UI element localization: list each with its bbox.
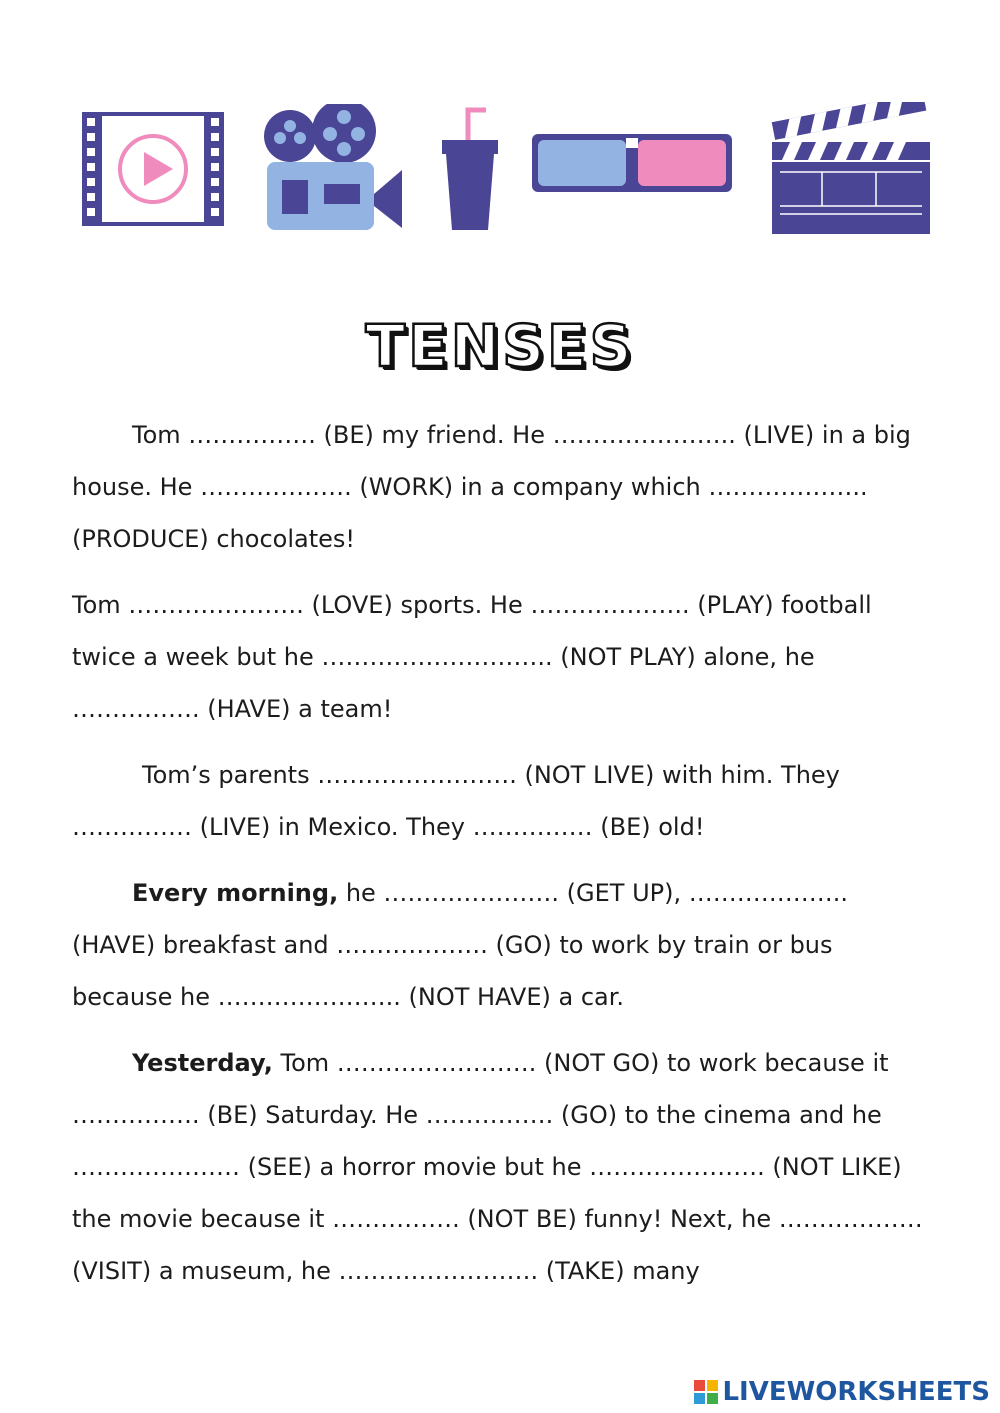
paragraph-4 xyxy=(72,867,932,1023)
cinema-icons-strip xyxy=(0,100,1000,240)
page-title: TENSES xyxy=(365,312,635,380)
paragraph-4-text: he …………………. (GET UP), ……………….. (HAVE) breakfast and ………………. (GO) to work by train or bus because he ………………….. (NOT HAVE) a car. xyxy=(72,879,849,1011)
paragraph-5-lead: Yesterday, xyxy=(132,1049,273,1077)
liveworksheets-mark-icon xyxy=(694,1380,718,1404)
paragraph-1 xyxy=(72,409,932,565)
film-play-icon xyxy=(82,112,224,226)
paragraph-1-text: Tom ……………. (BE) my friend. He ………………….. (LIVE) in a big house. He ………………. (WORK) in a company which ……………….. (PRODUCE) chocolates! xyxy=(72,421,911,553)
liveworksheets-logo xyxy=(694,1377,990,1407)
paragraph-3 xyxy=(72,749,932,853)
paragraph-2 xyxy=(72,579,932,735)
3d-glasses-icon xyxy=(532,134,732,200)
logo-text: LIVEWORKSHEETS xyxy=(722,1377,990,1407)
movie-camera-icon xyxy=(262,104,406,234)
paragraph-2-text: Tom …………………. (LOVE) sports. He ……………….. (PLAY) football twice a week but he ……………………….. (NOT PLAY) alone, he ……………. (HAVE) a team! xyxy=(72,591,872,723)
paragraph-4-lead: Every morning, xyxy=(132,879,339,907)
worksheet-text xyxy=(72,409,932,1311)
paragraph-3-text: Tom’s parents ……………………. (NOT LIVE) with him. They …………… (LIVE) in Mexico. They …………… (BE) old! xyxy=(72,761,840,841)
paragraph-5 xyxy=(72,1037,932,1297)
paragraph-5-text: Tom ……………………. (NOT GO) to work because it ……………. (BE) Saturday. He ……………. (GO) to the cinema and he ………………… (SEE) a horror movie but he …………………. (NOT LIKE) the movie because it ……………. (NOT BE) funny! Next, he ……………… (VISIT) a museum, he ……………………. (TAKE) many xyxy=(72,1049,923,1285)
soda-cup-icon xyxy=(440,104,500,234)
clapperboard-icon xyxy=(770,102,932,236)
